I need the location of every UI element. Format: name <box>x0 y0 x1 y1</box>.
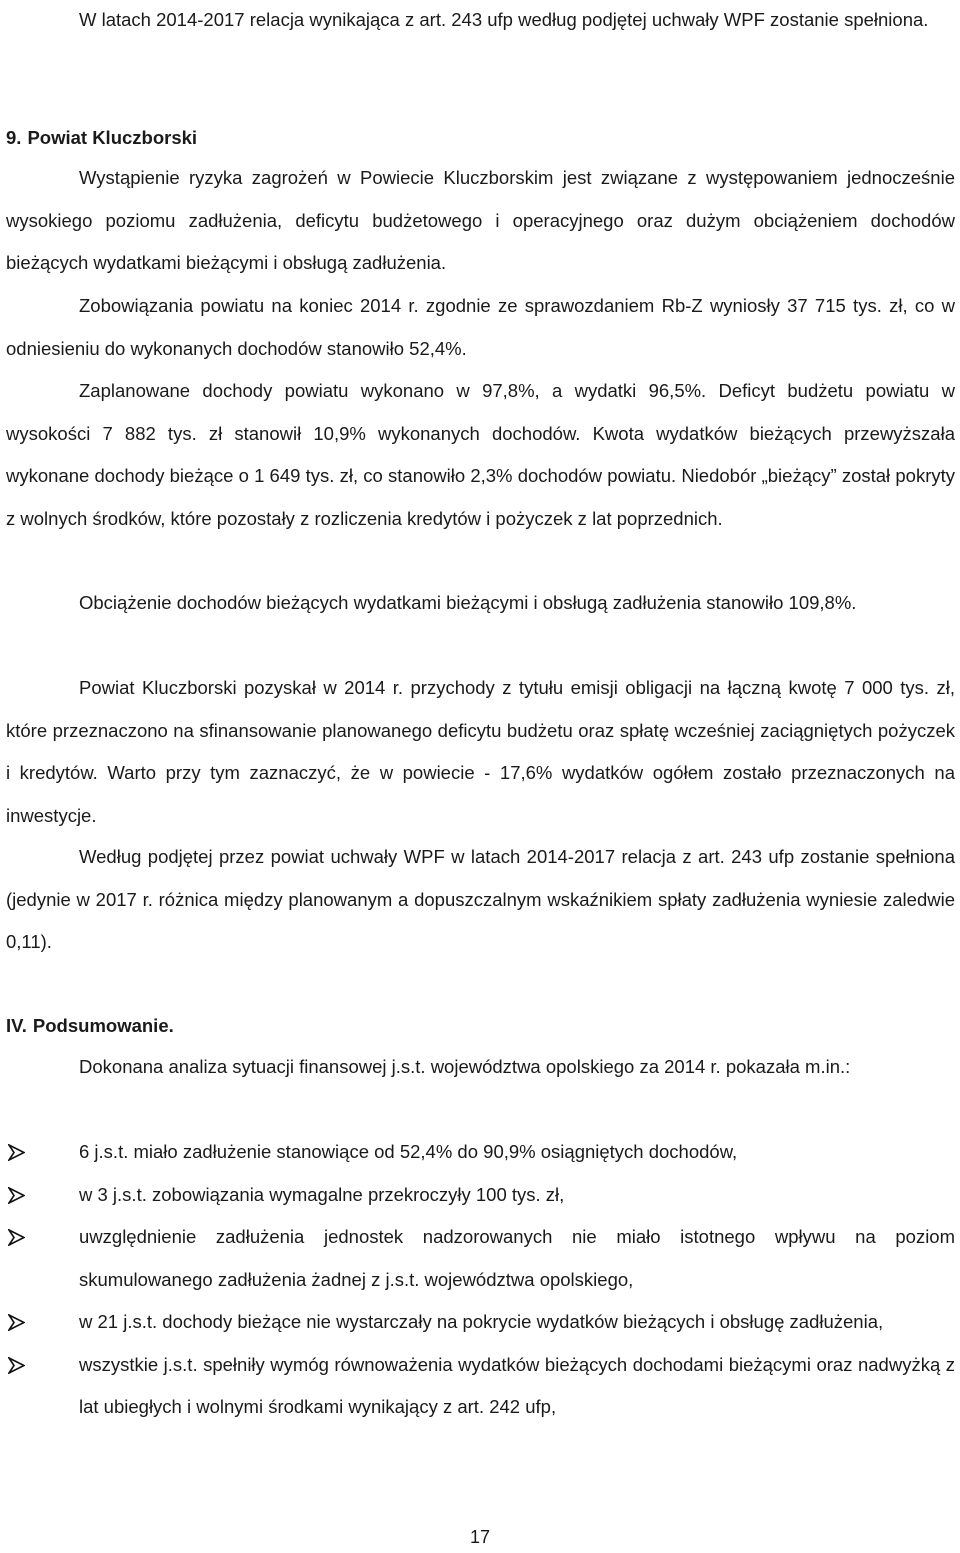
intro-paragraph: W latach 2014-2017 relacja wynikająca z art. 243 ufp według podjętej uchwały WPF zostanie spełniona. <box>79 9 929 30</box>
list-item-text: w 21 j.s.t. dochody bieżące nie wystarczały na pokrycie wydatków bieżących i obsługę zadłużenia, <box>79 1311 884 1332</box>
list-item-text: wszystkie j.s.t. spełniły wymóg równoważenia wydatków bieżących dochodami bieżącymi oraz nadwyżką z lat ubiegłych i wolnymi środkami wynikający z art. 242 ufp, <box>79 1353 955 1417</box>
list-item <box>6 1131 955 1174</box>
list-item <box>6 1344 955 1429</box>
section-iv-intro: Dokonana analiza sytuacji finansowej j.s.t. województwa opolskiego za 2014 r. pokazała m.in.: <box>79 1056 851 1077</box>
section-9-paragraph-3: Zaplanowane dochody powiatu wykonano w 97,8%, a wydatki 96,5%. Deficyt budżetu powiatu w wysokości 7 882 tys. zł stanowił 10,9% wykonanych dochodów. Kwota wydatków bieżących przewyższała wykonane dochody bieżące o 1 649 tys. zł, co stanowiło 2,3% dochodów powiatu. Niedobór „bieżący” został pokryty z wolnych środków, które pozostały z rozliczenia kredytów i pożyczek z lat poprzednich. <box>6 380 955 529</box>
list-item <box>6 1174 955 1217</box>
arrow-bullet-icon <box>8 1314 25 1331</box>
section-9-number: 9. <box>6 127 22 148</box>
section-9-heading <box>6 126 197 150</box>
arrow-bullet-icon <box>8 1357 25 1374</box>
section-9-title: Powiat Kluczborski <box>27 127 198 148</box>
list-item-text: w 3 j.s.t. zobowiązania wymagalne przekroczyły 100 tys. zł, <box>79 1183 565 1205</box>
section-iv-number: IV. <box>6 1015 27 1036</box>
list-item-text: 6 j.s.t. miało zadłużenie stanowiące od 52,4% do 90,9% osiągniętych dochodów, <box>79 1141 738 1162</box>
section-9-paragraph-1: Wystąpienie ryzyka zagrożeń w Powiecie Kluczborskim jest związane z występowaniem jednocześnie wysokiego poziomu zadłużenia, deficytu budżetowego i operacyjnego oraz dużym obciążeniem dochodów bieżących wydatkami bieżącymi i obsługą zadłużenia. <box>6 167 955 273</box>
arrow-bullet-icon <box>8 1144 25 1161</box>
section-iv-heading <box>6 1014 174 1038</box>
list-item-text: uwzględnienie zadłużenia jednostek nadzorowanych nie miało istotnego wpływu na poziom skumulowanego zadłużenia żadnej z j.s.t. województwa opolskiego, <box>79 1226 955 1290</box>
arrow-bullet-icon <box>8 1187 25 1204</box>
summary-list <box>6 1131 955 1429</box>
section-9-paragraph-4: Obciążenie dochodów bieżących wydatkami bieżącymi i obsługą zadłużenia stanowiło 109,8%. <box>79 592 857 613</box>
section-9-paragraph-2: Zobowiązania powiatu na koniec 2014 r. zgodnie ze sprawozdaniem Rb-Z wyniosły 37 715 tys. zł, co w odniesieniu do wykonanych dochodów stanowiło 52,4%. <box>6 295 955 359</box>
section-9-paragraph-5: Powiat Kluczborski pozyskał w 2014 r. przychody z tytułu emisji obligacji na łączną kwotę 7 000 tys. zł, które przeznaczono na sfinansowanie planowanego deficytu budżetu oraz spłatę wcześniej zaciągniętych pożyczek i kredytów. Warto przy tym zaznaczyć, że w powiecie - 17,6% wydatków ogółem zostało przeznaczonych na inwestycje. <box>6 677 955 826</box>
list-item <box>6 1216 955 1301</box>
arrow-bullet-icon <box>8 1229 25 1246</box>
list-item <box>6 1301 955 1344</box>
page-number: 17 <box>469 1527 491 1547</box>
section-9-paragraph-6: Według podjętej przez powiat uchwały WPF w latach 2014-2017 relacja z art. 243 ufp zostanie spełniona (jedynie w 2017 r. różnica między planowanym a dopuszczalnym wskaźnikiem spłaty zadłużenia wyniesie zaledwie 0,11). <box>6 846 955 952</box>
section-iv-title: Podsumowanie. <box>32 1015 174 1036</box>
